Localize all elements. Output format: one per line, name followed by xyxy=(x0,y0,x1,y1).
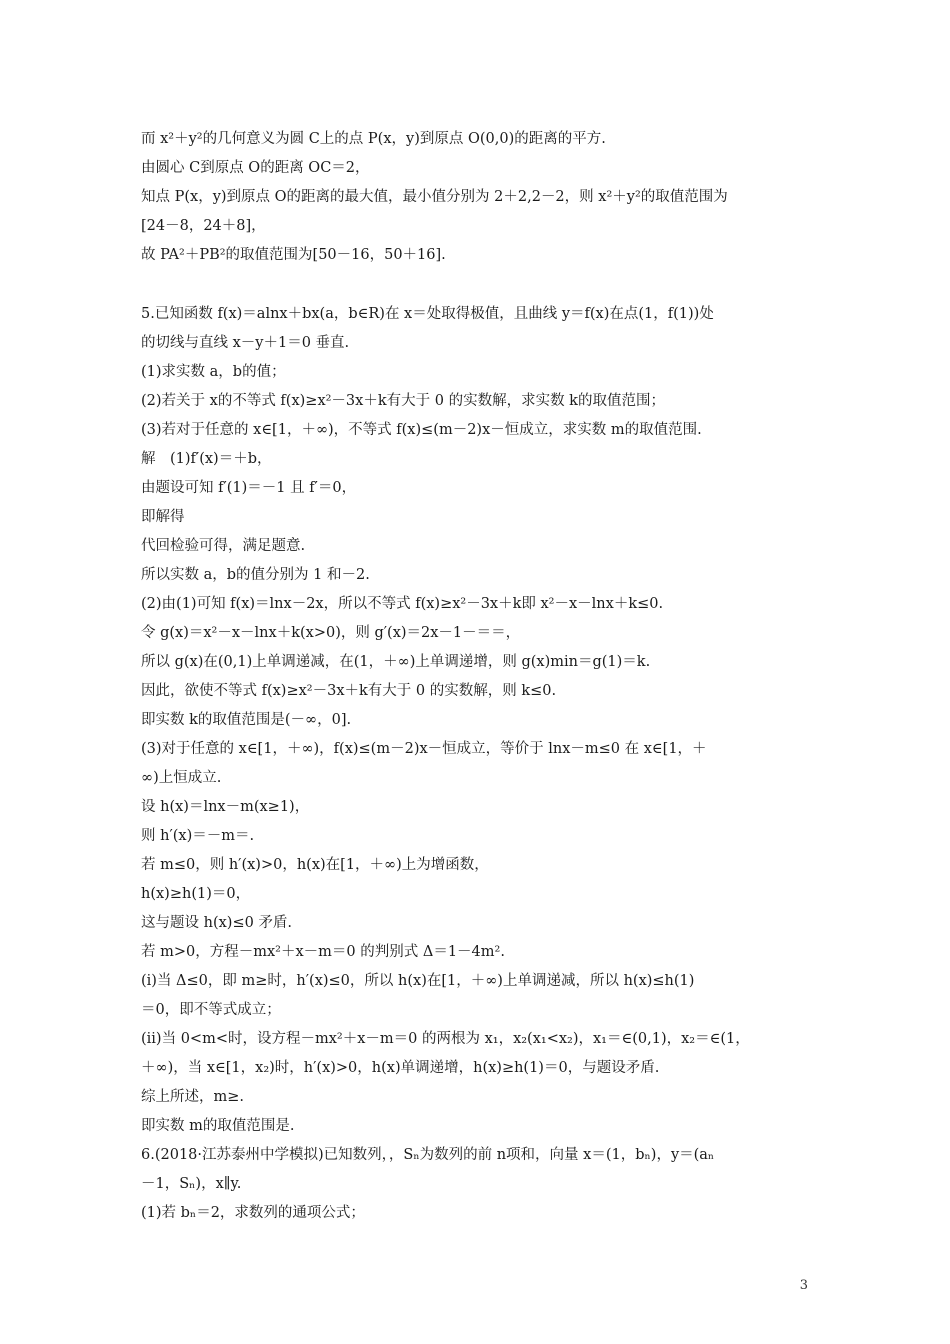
text-line: 则 h′(x)＝－m＝. xyxy=(141,828,255,844)
text-line: 知点 P(x，y)到原点 O的距离的最大值，最小值分别为 2＋2,2－2，则 x²＋y²的取值范围为 xyxy=(141,189,728,205)
paragraph-gap xyxy=(141,270,821,300)
solution-start: 解 (1)f′(x)＝＋b， xyxy=(141,451,272,467)
text-line: 由圆心 C到原点 O的距离 OC＝2， xyxy=(141,160,370,176)
text-line: 令 g(x)＝x²－x－lnx＋k(x>0)，则 g′(x)＝2x－1－＝＝， xyxy=(141,625,521,641)
text-line: 即实数 k的取值范围是(－∞，0]. xyxy=(141,712,352,728)
text-line: 若 m>0，方程－mx²＋x－m＝0 的判别式 Δ＝1－4m². xyxy=(141,944,505,960)
text-line: ∞)上恒成立. xyxy=(141,770,222,786)
text-line: (1)若 bₙ＝2，求数列的通项公式； xyxy=(141,1205,365,1221)
text-line: (i)当 Δ≤0，即 m≥时，h′(x)≤0，所以 h(x)在[1，＋∞)上单调递减，所以 h(x)≤h(1) xyxy=(141,973,695,989)
text-line: [24－8，24＋8]， xyxy=(141,218,266,234)
text-line: ＝0，即不等式成立； xyxy=(141,1002,281,1018)
text-line: 故 PA²＋PB²的取值范围为[50－16，50＋16]. xyxy=(141,247,446,263)
text-line: －1，Sₙ)，x∥y. xyxy=(141,1176,242,1192)
text-line: (1)求实数 a，b的值； xyxy=(141,364,286,380)
text-line: 若 m≤0，则 h′(x)>0，h(x)在[1，＋∞)上为增函数， xyxy=(141,857,489,873)
problem-6-statement: 6.(2018·江苏泰州中学模拟)已知数列，，Sₙ为数列的前 n项和，向量 x＝(1，bₙ)，y＝(aₙ xyxy=(141,1147,715,1163)
text-line: 所以 g(x)在(0,1)上单调递减，在(1，＋∞)上单调递增，则 g(x)min＝g(1)＝k. xyxy=(141,654,651,670)
text-line: (ii)当 0<m<时，设方程－mx²＋x－m＝0 的两根为 x₁，x₂(x₁<x₂)，x₁＝∈(0,1)，x₂＝∈(1， xyxy=(141,1031,750,1047)
text-line: (2)由(1)可知 f(x)＝lnx－2x，所以不等式 f(x)≥x²－3x＋k即 x²－x－lnx＋k≤0. xyxy=(141,596,664,612)
text-line: 设 h(x)＝lnx－m(x≥1)， xyxy=(141,799,310,815)
text-line: 代回检验可得，满足题意. xyxy=(141,538,306,554)
document-body xyxy=(141,125,821,1228)
text-line: 而 x²＋y²的几何意义为圆 C上的点 P(x，y)到原点 O(0,0)的距离的平方. xyxy=(141,131,606,147)
text-line: 即解得 xyxy=(141,509,185,525)
text-line: 因此，欲使不等式 f(x)≥x²－3x＋k有大于 0 的实数解，则 k≤0. xyxy=(141,683,557,699)
text-line: 即实数 m的取值范围是. xyxy=(141,1118,295,1134)
text-line: (3)对于任意的 x∈[1，＋∞)，f(x)≤(m－2)x－恒成立，等价于 lnx－m≤0 在 x∈[1，＋ xyxy=(141,741,707,757)
page-number: 3 xyxy=(799,1278,808,1293)
problem-5-statement: 5.已知函数 f(x)＝alnx＋bx(a，b∈R)在 x＝处取得极值，且曲线 y＝f(x)在点(1，f(1))处 xyxy=(141,306,714,322)
text-line: h(x)≥h(1)＝0， xyxy=(141,886,251,902)
text-line: 这与题设 h(x)≤0 矛盾. xyxy=(141,915,293,931)
text-line: 的切线与直线 x－y＋1＝0 垂直. xyxy=(141,335,350,351)
text-line: 综上所述，m≥. xyxy=(141,1089,245,1105)
text-line: (2)若关于 x的不等式 f(x)≥x²－3x＋k有大于 0 的实数解，求实数 k的取值范围； xyxy=(141,393,665,409)
text-line: (3)若对于任意的 x∈[1，＋∞)，不等式 f(x)≤(m－2)x－恒成立，求实数 m的取值范围. xyxy=(141,422,702,438)
text-line: 所以实数 a，b的值分别为 1 和－2. xyxy=(141,567,370,583)
text-line: ＋∞)，当 x∈[1，x₂)时，h′(x)>0，h(x)单调递增，h(x)≥h(1)＝0，与题设矛盾. xyxy=(141,1060,660,1076)
text-line: 由题设可知 f′(1)＝－1 且 f′＝0， xyxy=(141,480,357,496)
